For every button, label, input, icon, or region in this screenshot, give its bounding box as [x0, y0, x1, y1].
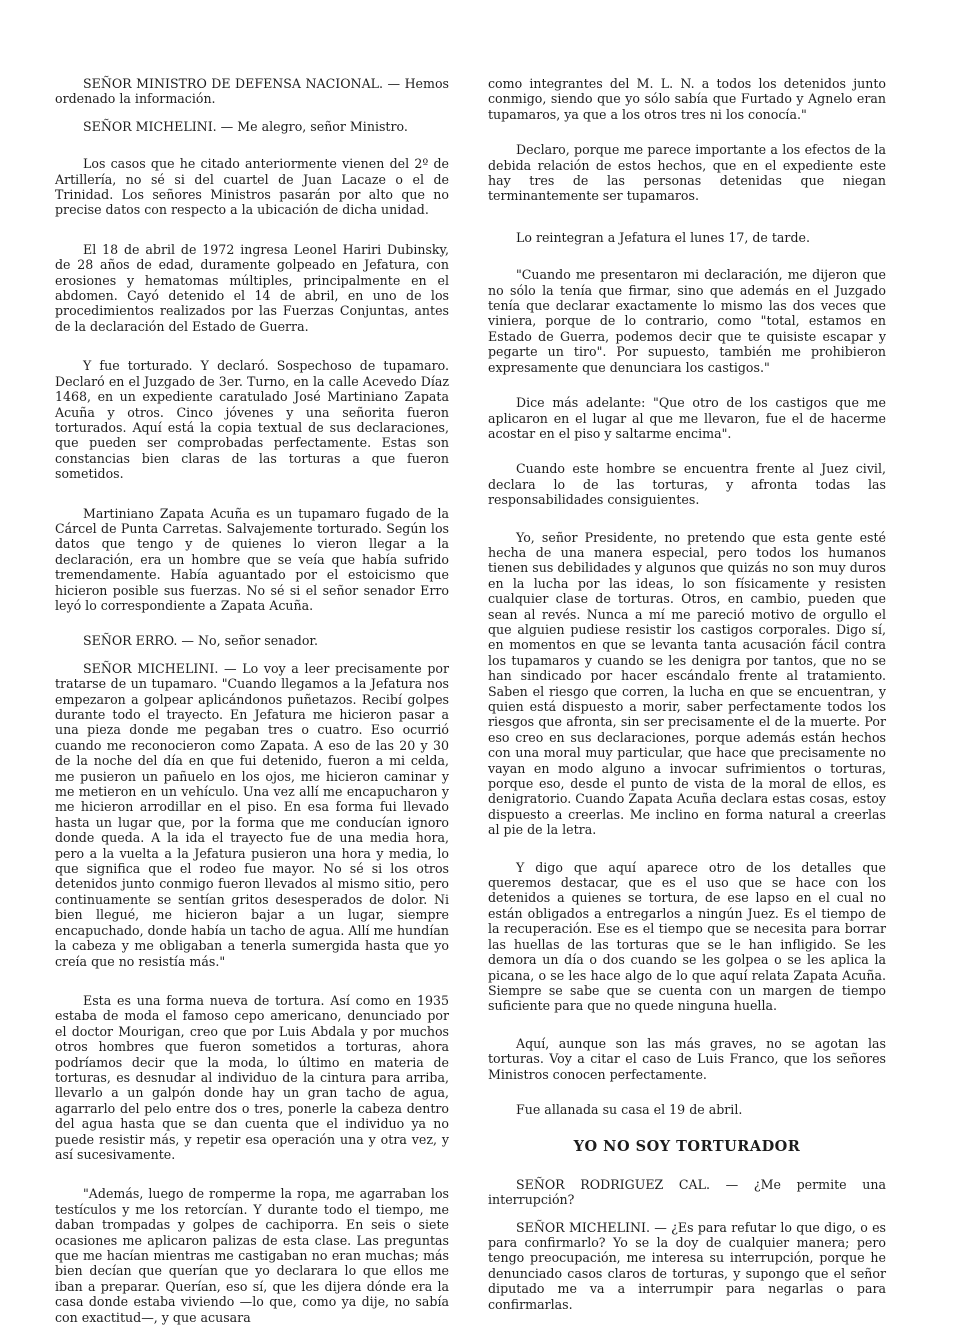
left-column	[55, 76, 449, 1342]
paragraph: SEÑOR MICHELINI. — ¿Es para refutar lo que digo, o es para confirmarlo? Yo se la doy de cualquier manera; pero tengo preocupación, me interesa su interrupción, porque he denunciado casos claros de torturas, y supongo que el señor diputado me va a interrumpir para negarlas o para confirmarlas.	[488, 1219, 886, 1312]
paragraph: Declaro, porque me parece importante a los efectos de la debida relación de estos hechos, que en el expediente este hay tres de las personas detenidas que niegan terminantemente ser tupamaros.	[488, 142, 886, 204]
right-column	[488, 76, 886, 1329]
paragraph: SEÑOR MICHELINI. — Lo voy a leer precisamente por tratarse de un tupamaro. "Cuando llegamos a la Jefatura nos empezaron a golpear aplicándonos puñetazos. Recibí golpes durante todo el trayecto. En Jefatura me hicieron pasar a una pieza donde me pegaban tres o cuatro. Eso ocurrió cuando me reconocieron como Zapata. A eso de las 20 y 30 de la noche del día en que fui detenido, fueron a mi celda, me pusieron un pañuelo en los ojos, me hicieron caminar y me metieron en un vehículo. Una vez allí me encapucharon y me hicieron arrodillar en el piso. En esa forma fui llevado hasta un lugar que, por la forma que me conducían ignoro donde queda. A la ida el trayecto fue de una media hora, pero a la vuelta a la Jefatura pusieron una hora y media, lo que significa que el rodeo fue mayor. No sé si los otros detenidos junto conmigo fueron llevados al mismo sitio, pero continuamente se sentían gritos desesperados de dolor. Ni bien llegué, me hicieron bajar a un lugar, siempre encapuchado, donde había un tacho de agua. Allí me hundían la cabeza y me obligaban a tenerla sumergida hasta que yo creía que no resistía más."	[55, 660, 449, 969]
section-heading: YO NO SOY TORTURADOR	[573, 1138, 801, 1156]
paragraph: Cuando este hombre se encuentra frente al Juez civil, declara lo de las torturas, y afronta todas las responsabilidades consiguientes.	[488, 461, 886, 508]
paragraph: Fue allanada su casa el 19 de abril.	[516, 1101, 743, 1117]
paragraph: Lo reintegran a Jefatura el lunes 17, de tarde.	[516, 229, 810, 245]
paragraph: SEÑOR RODRIGUEZ CAL. — ¿Me permite una interrupción?	[488, 1176, 886, 1208]
paragraph: El 18 de abril de 1972 ingresa Leonel Hariri Dubinsky, de 28 años de edad, duramente golpeado en Jefatura, con erosiones y hematomas múltiples, principalmente en el abdomen. Cayó detenido el 14 de abril, en uno de los procedimientos realizados por las Fuerzas Conjuntas, antes de la declaración del Estado de Guerra.	[55, 241, 449, 334]
paragraph: Esta es una forma nueva de tortura. Así como en 1935 estaba de moda el famoso cepo americano, denunciado por el doctor Mourigan, creo que por Luis Abdala y por muchos otros hombres que fueron sometidos a torturas, ahora podríamos decir que la moda, lo último en materia de torturas, es desnudar al individuo de la cintura para arriba, llevarlo a un galpón donde hay un gran tacho de agua, agarrarlo del pelo entre dos o tres, ponerle la cabeza dentro del agua hasta que se dan cuenta que el individuo ya no puede resistir más, y repetir esa operación una y otra vez, y así sucesivamente.	[55, 992, 449, 1162]
paragraph: como integrantes del M. L. N. a todos los detenidos junto conmigo, siendo que yo sólo sabía que Furtado y Agnelo eran tupamaros, ya que a los otros tres ni los conocía."	[488, 76, 886, 122]
paragraph: Y digo que aquí aparece otro de los detalles que queremos destacar, que es el uso que se hace con los detenidos a quienes se tortura, de ese lapso en el cual no están obligados a entregarlos a ningún Juez. Es el tiempo de la recuperación. Ese es el tiempo que se necesita para borrar las huellas de las torturas que se le han infligido. Se les demora un día o dos cuando se les golpea o se les aplica la picana, o se les hace algo de lo que aquí relata Zapata Acuña. Siempre se sabe que se cuenta con un margen de tiempo suficiente para que no quede ninguna huella.	[488, 859, 886, 1014]
paragraph: Yo, señor Presidente, no pretendo que esta gente esté hecha de una manera especial, pero todos los humanos tienen sus debilidades y algunos que quizás no son muy duros en la lucha por las ideas, lo son físicamente y resisten cualquier clase de torturas. Otros, en cambio, pueden que sean al revés. Nunca a mí me pareció motivo de orgullo el que alguien pudiese resistir los castigos corporales. Digo sí, en momentos en que se levanta tanta acusación fácil contra los tupamaros y cuando se les denigra por tantos, que no se han sindicado por hacer escándalo frente al tratamiento. Saben el riesgo que corren, la lucha en que se encuentran, y quien está dispuesto a morir, saber perfectamente todos los riesgos que afronta, sin ser precisamente el de la muerte. Por eso creo en sus declaraciones, porque además están hechos con una moral muy particular, que hace que precisamente no vayan en modo alguno a invocar sufrimientos o torturas, porque eso, desde el punto de vista de la moral de ellos, es denigratorio. Cuando Zapata Acuña declara estas cosas, estoy dispuesto a creerlas. Me inclino en forma natural a creerlas al pie de la letra.	[488, 529, 886, 838]
paragraph: Los casos que he citado anteriormente vienen del 2º de Artillería, no sé si del cuartel de Juan Lacaze o el de Trinidad. Los señores Ministros pasarán por alto que no precise datos con respecto a la ubicación de dicha unidad.	[55, 156, 449, 218]
paragraph: SEÑOR MINISTRO DE DEFENSA NACIONAL. — Hemos ordenado la información.	[55, 76, 449, 107]
paragraph: Martiniano Zapata Acuña es un tupamaro fugado de la Cárcel de Punta Carretas. Salvajemente torturado. Según los datos que tengo y de quienes lo vieron llegar a la declaración, era un hombre que se veía que había sufrido tremendamente. Había aguantado por el estoicismo que hicieron posible sus fuerzas. No sé si el señor senador Erro leyó lo correspondiente a Zapata Acuña.	[55, 505, 449, 613]
paragraph: Y fue torturado. Y declaró. Sospechoso de tupamaro. Declaró en el Juzgado de 3er. Turno, en la calle Acevedo Díaz 1468, en un expediente caratulado José Martiniano Zapata Acuña y otros. Cinco jóvenes y una señorita fueron torturados. Aquí está la copia textual de sus declaraciones, que pueden ser comprobadas perfectamente. Estas son constancias bien claras de las torturas a que fueron sometidos.	[55, 358, 449, 482]
paragraph: SEÑOR MICHELINI. — Me alegro, señor Ministro.	[83, 118, 408, 134]
paragraph: SEÑOR ERRO. — No, señor senador.	[83, 633, 319, 649]
paragraph: Dice más adelante: "Que otro de los castigos que me aplicaron en el lugar al que me llevaron, fue el de hacerme acostar en el piso y saltarme encima".	[488, 395, 886, 441]
paragraph: "Cuando me presentaron mi declaración, me dijeron que no sólo la tenía que firmar, sino que además en el Juzgado tenía que declarar exactamente lo mismo las dos veces que viniera, porque de lo contrario, como "total, estamos en Estado de Guerra, podemos decir que te quisiste escapar y pegarte un tiro". Por supuesto, también me prohibieron expresamente que denunciara los castigos."	[488, 267, 886, 375]
paragraph: "Además, luego de romperme la ropa, me agarraban los testículos y me los retorcían. Y durante todo el tiempo, me daban trompadas y golpes de cachiporra. En seis o siete ocasiones me aplicaron palizas de esta clase. Las preguntas que me hacían mientras me castigaban no eran muchas; más bien decían que querían que yo declarara lo que ellos me iban a preparar. Querían, eso sí, que les dijera dónde era la casa donde estaba viviendo —lo que, como ya dije, no sabía con exactitud—, y que acusara	[55, 1186, 449, 1325]
paragraph: Aquí, aunque son las más graves, no se agotan las torturas. Voy a citar el caso de Luis Franco, que los señores Ministros conocen perfectamente.	[488, 1035, 886, 1082]
